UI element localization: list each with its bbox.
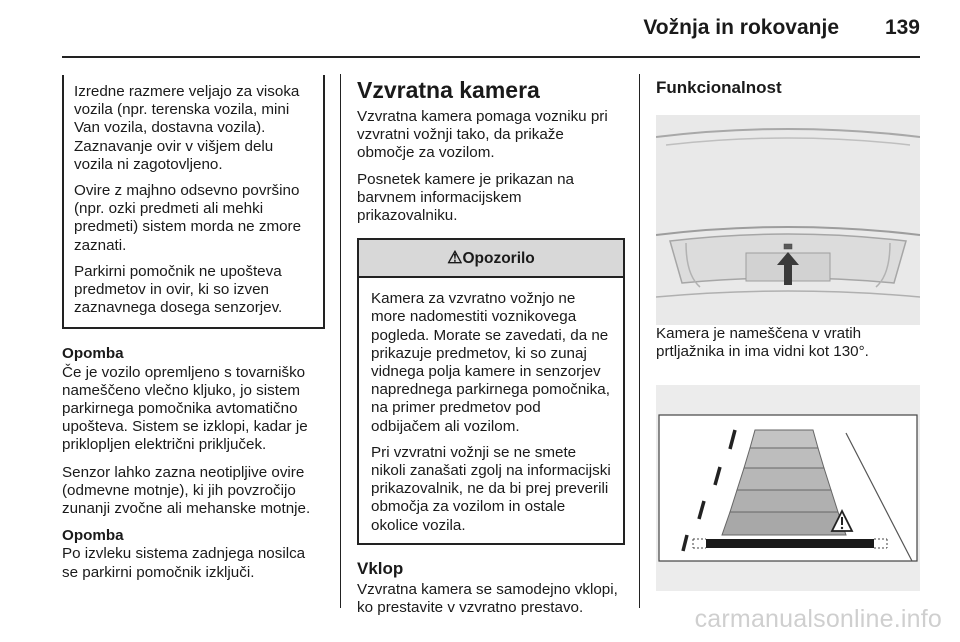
figure-caption: Kamera je nameščena v vratih prtljažnika in ima vidni kot 130°.	[656, 325, 869, 361]
switch-paragraph: Vzvratna kamera se samodejno vklopi, ko prestavite v vzvratno prestavo.	[357, 580, 618, 617]
page-header-title: Vožnja in rokovanje	[643, 16, 839, 39]
warning-triangle-icon: ⚠	[447, 248, 463, 268]
box-paragraph: Izredne razmere veljajo za visoka vozila (npr. terenska vozila, mini Van vozila, dostavna vozila). Zaznavanje ovir v višjem delu vozila ni zagotovljeno.	[74, 83, 300, 173]
tailgate-camera-illustration	[656, 115, 920, 325]
note-paragraph: Senzor lahko zazna neotipljive ovire (odmevne motnje), ki jih povzročijo zunanji zvočne ali mehanske motnje.	[62, 463, 311, 518]
column-left	[62, 75, 325, 590]
warning-header	[359, 240, 623, 278]
warning-box	[357, 238, 625, 545]
intro-paragraph: Vzvratna kamera pomaga vozniku pri vzvratni vožnji tako, da prikaže območje za vozilom.	[357, 108, 608, 162]
note-paragraph: Če je vozilo opremljeno s tovarniško nameščeno vlečno kljuko, jo sistem parkirnega pomočnika avtomatično upošteva. Sistem se izklopi, kadar je priklopljen električni priključek.	[62, 363, 308, 454]
warning-body	[359, 278, 623, 543]
subsection-title: Vklop	[357, 558, 404, 578]
warning-paragraph: Kamera za vzvratno vožnjo ne more nadomestiti voznikovega pogleda. Morate se zavedati, da ne prikazuje predmetov, ki so zunaj vidnega polja kamere in senzorjev naprednega parkirnega pomočnika, na primer predmetov pod odbijačem ali vozilom.	[371, 290, 610, 435]
section-title: Vzvratna kamera	[357, 77, 540, 103]
header-rule	[62, 56, 920, 58]
column-middle	[357, 77, 625, 625]
section-title: Funkcionalnost	[656, 78, 782, 97]
box-paragraph: Ovire z majhno odsevno površino (npr. ozki predmeti ali mehki predmeti) sistem morda ne zmore zaznati.	[74, 182, 302, 254]
continued-warning-box	[62, 75, 325, 329]
page-number: 139	[884, 16, 920, 39]
camera-display-illustration	[656, 385, 920, 591]
column-divider-1	[340, 74, 341, 608]
warning-paragraph: Pri vzvratni vožnji se ne smete nikoli zanašati zgolj na informacijski prikazovalnik, ne da bi prej preverili območja za vozilom in ostale okolice vozila.	[371, 443, 611, 534]
column-right	[656, 77, 920, 591]
intro-paragraph: Posnetek kamere je prikazan na barvnem informacijskem prikazovalniku.	[357, 170, 574, 225]
note-paragraph: Po izvleku sistema zadnjega nosilca se parkirni pomočnik izključi.	[62, 545, 306, 581]
note-heading: Opomba	[62, 527, 124, 545]
column-divider-2	[639, 74, 640, 608]
box-paragraph: Parkirni pomočnik ne upošteva predmetov in ovir, ki so izven zaznavnega dosega senzorjev.	[74, 262, 283, 317]
watermark: carmanualsonline.info	[694, 605, 942, 633]
note-heading: Opomba	[62, 345, 124, 363]
warning-title: Opozorilo	[462, 250, 535, 268]
